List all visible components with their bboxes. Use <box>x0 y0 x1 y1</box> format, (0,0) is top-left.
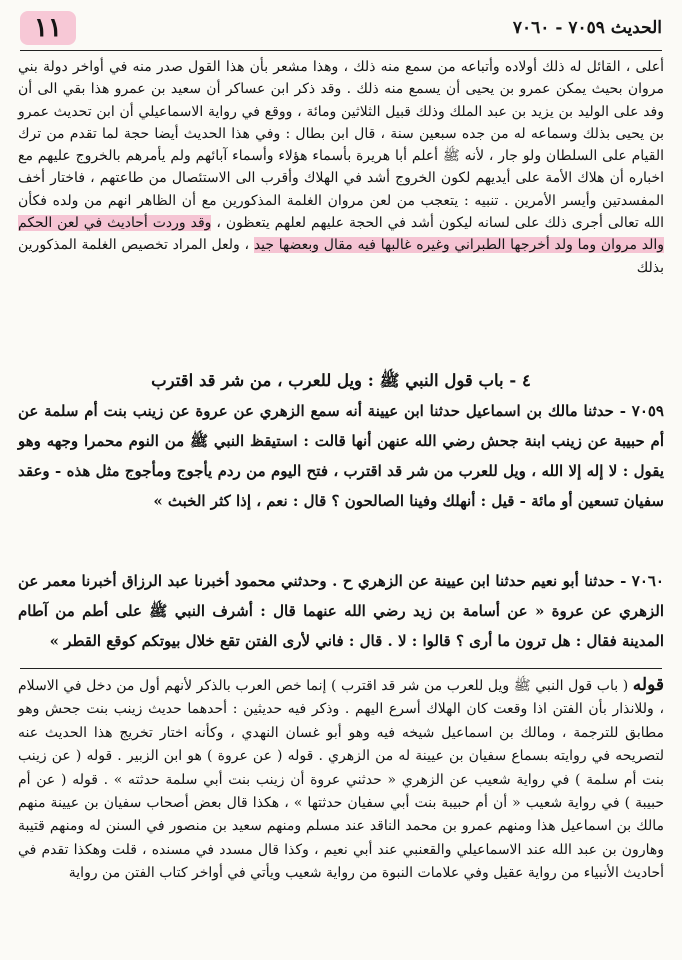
hadith-7060: ٧٠٦٠ - حدثنا أبو نعيم حدثنا ابن عيينة عن الزهري ح . وحدثني محمود أخبرنا عبد الرزاق أخبرنا معمر عن الزهري عن عروة « عن أسامة بن زيد رضي الله عنهما قال : أشرف النبي ﷺ على أطم من آطام المدينة فقال : هل ترون ما أرى ؟ قالوا : لا . قال : فاني لأرى الفتن تقع خلال بيوتكم كوقع القطر » <box>18 572 664 650</box>
page-number: ١١ <box>20 11 76 45</box>
highlighted-passage: وقد وردت أحاديث في لعن الحكم والد مروان وما ولد أخرجها الطبراني وغيره غالبها فيه مقال وبعضها جيد <box>18 215 664 254</box>
commentary-bottom-text: ( باب قول النبي ﷺ ويل للعرب من شر قد اقترب ) إنما خص العرب بالذكر لأنهم أول من دخل في الاسلام ، وللانذار بأن الفتن اذا وقعت كان الهلاك أسرع اليهم . وذكر فيه حديثين : أحدهما حديث زينب بنت جحش وهو مطابق للترجمة ، ومالك بن اسماعيل شيخه فيه وهو أبو غسان النهدي ، وكأنه اختار تخريج هذا الحديث عنه لتصريحه في روايته بسماع سفيان بن عيينة له من الزهري . قوله ( عن عروة ) هو ابن الزبير . قوله ( عن زينب بنت أم سلمة ) في رواية شعيب عن الزهري « حدثني عروة أن زينب بنت أبي سلمة حدثته » . قوله ( عن أم حبيبة ) في رواية شعيب « أن أم حبيبة بنت أبي سفيان حدثتها » ، هكذا قال بعض أصحاب سفيان بن عيينة منهم مالك بن اسماعيل هذا ومنهم عمرو بن محمد الناقد عند مسلم ومنهم سعيد بن منصور في السنن له ومنهم قتيبة وهارون بن عبد الله عند الاسماعيلي والقعنبي عند أبي نعيم ، وكذا قال مسدد في مسنده ، قلت وهكذا تقدم في أحاديث الأنبياء من رواية عقيل وفي علامات النبوة من رواية شعيب ويأتي في أواخر كتاب الفتن من رواية <box>18 678 664 882</box>
commentary-lead-word: قوله <box>632 675 664 695</box>
hadith-7059: ٧٠٥٩ - حدثنا مالك بن اسماعيل حدثنا ابن عيينة أنه سمع الزهري عن عروة عن زينب بنت أم سلمة عن أم حبيبة عن زينب ابنة جحش رضي الله عنهن أنها قالت : استيقظ النبي ﷺ من النوم محمرا وجهه وهو يقول : لا إله إلا الله ، ويل للعرب من شر قد اقترب ، فتح اليوم من ردم يأجوج ومأجوج مثل هذه - وعقد سفيان تسعين أو مائة - قيل : أنهلك وفينا الصالحون ؟ قال : نعم ، إذا كثر الخبث » <box>18 402 664 510</box>
commentary-top-end: ، ولعل المراد تخصيص الغلمة المذكورين بذلك <box>18 237 664 276</box>
commentary-top <box>18 56 664 279</box>
page-header <box>20 8 662 48</box>
commentary-top-text: أعلى ، القائل له ذلك أولاده وأتباعه من سمع منه ذلك ، وهذا مشعر بأن هذا القول صدر منه في أواخر دولة بني مروان بحيث يمكن عمرو بن يحيى أن يسمع منه ذلك . وقد ذكر ابن عساكر أن سعيد بن عمرو هذا بقي الى أن وفد على الوليد بن يزيد بن عبد الملك وذلك قبيل الثلاثين ومائة ، ووقع في رواية الاسماعيلي أن ابن تحديث عمرو بن يحيى بذلك وسماعه له من جده سبعين سنة ، قال ابن بطال : وفي هذا الحديث أيضا حجة لما تقدم من ترك القيام على السلطان ولو جار ، لأنه ﷺ أعلم أبا هريرة بأسماء هؤلاء وأسماء آبائهم ولم يأمرهم بالخروج عليهم مع اخباره أن هلاك الأمة على أيديهم لكون الخروج أشد في الهلاك وأقرب الى الاستئصال من طاعتهم ، فاختار أخف المفسدتين وأيسر الأمرين . تنبيه : يتعجب من لعن مروان الغلمة المذكورين مع أن الظاهر انهم من ولده فكأن الله تعالى أجرى ذلك على لسانه ليكون أشد في الحجة عليهم لعلهم يتعظون ، <box>18 59 664 232</box>
commentary-bottom <box>18 674 664 886</box>
section-rule <box>20 668 662 669</box>
running-head: الحديث ٧٠٥٩ - ٧٠٦٠ <box>512 18 662 38</box>
header-rule <box>20 50 662 51</box>
chapter-heading: ٤ - باب قول النبي ﷺ : ويل للعرب ، من شر قد اقترب <box>151 371 531 390</box>
